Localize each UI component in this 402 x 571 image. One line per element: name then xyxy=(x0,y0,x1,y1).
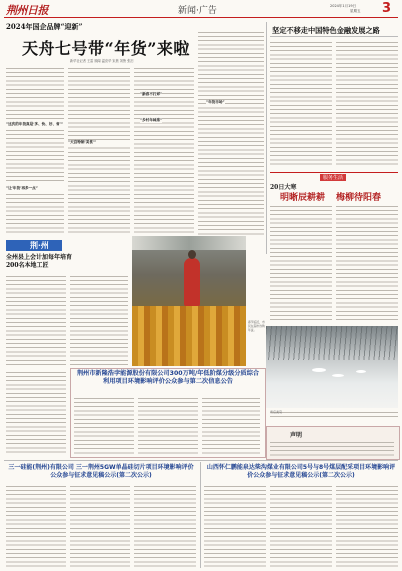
declaration-body xyxy=(270,440,394,456)
shelf-lights xyxy=(132,236,246,250)
left-notice-body-3 xyxy=(134,484,196,568)
bare-trees xyxy=(266,326,398,360)
shopper-figure xyxy=(184,258,200,306)
center-column-2 xyxy=(198,30,264,236)
snow-photo-caption: 雪后美景 xyxy=(270,410,398,418)
bottom-divider xyxy=(200,462,201,568)
issue-weekday: 星期五 xyxy=(350,9,361,13)
snow-crane-photo xyxy=(266,326,398,408)
market-photo xyxy=(132,236,246,366)
crane-bird-3 xyxy=(356,370,366,373)
right-notice-body-2 xyxy=(270,484,332,568)
left-notice-headline: 三一硅能(荆州)有限公司 三一荆州5GW单晶硅切片项目环境影响评价公众参与征求意见稿公示(第二次公示) xyxy=(8,464,194,479)
lead-column-1 xyxy=(6,66,64,120)
newspaper-logo: 荆州日报 xyxy=(6,4,48,17)
life-body-1 xyxy=(270,204,332,322)
life-rule xyxy=(270,172,398,173)
life-section-label: 服务生活 xyxy=(320,174,346,181)
hometown-headline: 全州县上会计加每年培育200名本地工匠 xyxy=(6,254,73,269)
finance-body-2 xyxy=(336,40,398,168)
life-headline-2: 梅柳待阳春 xyxy=(336,193,382,203)
hometown-body-2 xyxy=(70,274,128,366)
life-kicker: 20日大寒 xyxy=(270,184,297,191)
lead-column-2 xyxy=(68,66,130,236)
right-notice-headline: 山西怀仁鹏能泉达柴沟煤业有限公司5号与8号煤层配采项目环境影响评价公众参与征求意见稿公示(第二次公示) xyxy=(206,464,396,479)
center-notice-headline: 荆州市新隆浩孛能源股份有限公司300万吨/年低阶煤分级分质综合利用项目环境影响评价公众参与第二次信息公告 xyxy=(76,370,260,385)
left-notice-body-2 xyxy=(70,484,130,568)
life-headline-1: 明晰辰耕耕 xyxy=(280,193,326,203)
lead-subhead-3: “天宫特制‘美食’” xyxy=(68,140,130,145)
lead-headline: 天舟七号带“年货”来啦 xyxy=(22,39,190,58)
lead-byline: 新华社记者 王雷 顾闻 温竞华 宋晨 刘鲁 张汨 xyxy=(70,59,134,63)
finance-body-1 xyxy=(270,40,332,168)
market-photo-caption: 春节临近，市民在超市选购年货。 xyxy=(248,320,265,333)
lead-subhead-2: “让‘年货’再多一点” xyxy=(6,186,38,190)
masthead-rule xyxy=(4,17,398,18)
finance-rule xyxy=(270,36,398,37)
lead-column-1c xyxy=(6,192,64,236)
finance-headline: 坚定不移走中国特色金融发展之路 xyxy=(272,26,380,35)
lead-kicker: 2024年国企品牌“迎新” xyxy=(6,22,83,31)
left-notice-body-1 xyxy=(6,484,66,568)
shopper-head xyxy=(188,250,196,259)
center-notice-body-3 xyxy=(202,396,260,454)
left-lower-body xyxy=(6,370,66,456)
bottom-rule xyxy=(4,460,398,461)
crane-bird-1 xyxy=(312,368,326,372)
center-notice-body-1 xyxy=(74,396,134,454)
page-number: 3 xyxy=(382,1,392,16)
lead-column-1b xyxy=(6,128,64,184)
hometown-logo: 荆·州 xyxy=(30,240,49,250)
hometown-body-1 xyxy=(6,274,66,366)
right-divider xyxy=(266,22,267,254)
fruit-stand-red xyxy=(132,306,246,366)
center-subhead-1: “新春不打烊” xyxy=(140,92,163,96)
life-body-2 xyxy=(336,204,398,322)
right-notice-body-3 xyxy=(336,484,398,568)
crane-bird-2 xyxy=(332,374,344,377)
declaration-label: 声明 xyxy=(290,432,303,439)
center-subhead-2: “乡村年味浓” xyxy=(140,118,163,122)
issue-date: 2024年1月19日 xyxy=(330,4,357,8)
lead-subhead-1: “这次的年货真是‘多、快、好、省’” xyxy=(6,122,63,126)
right-notice-body-1 xyxy=(204,484,266,568)
center-subhead-3: “年货市场” xyxy=(206,100,225,104)
section-title: 新闻·广告 xyxy=(178,6,217,16)
center-notice-body-2 xyxy=(138,396,198,454)
